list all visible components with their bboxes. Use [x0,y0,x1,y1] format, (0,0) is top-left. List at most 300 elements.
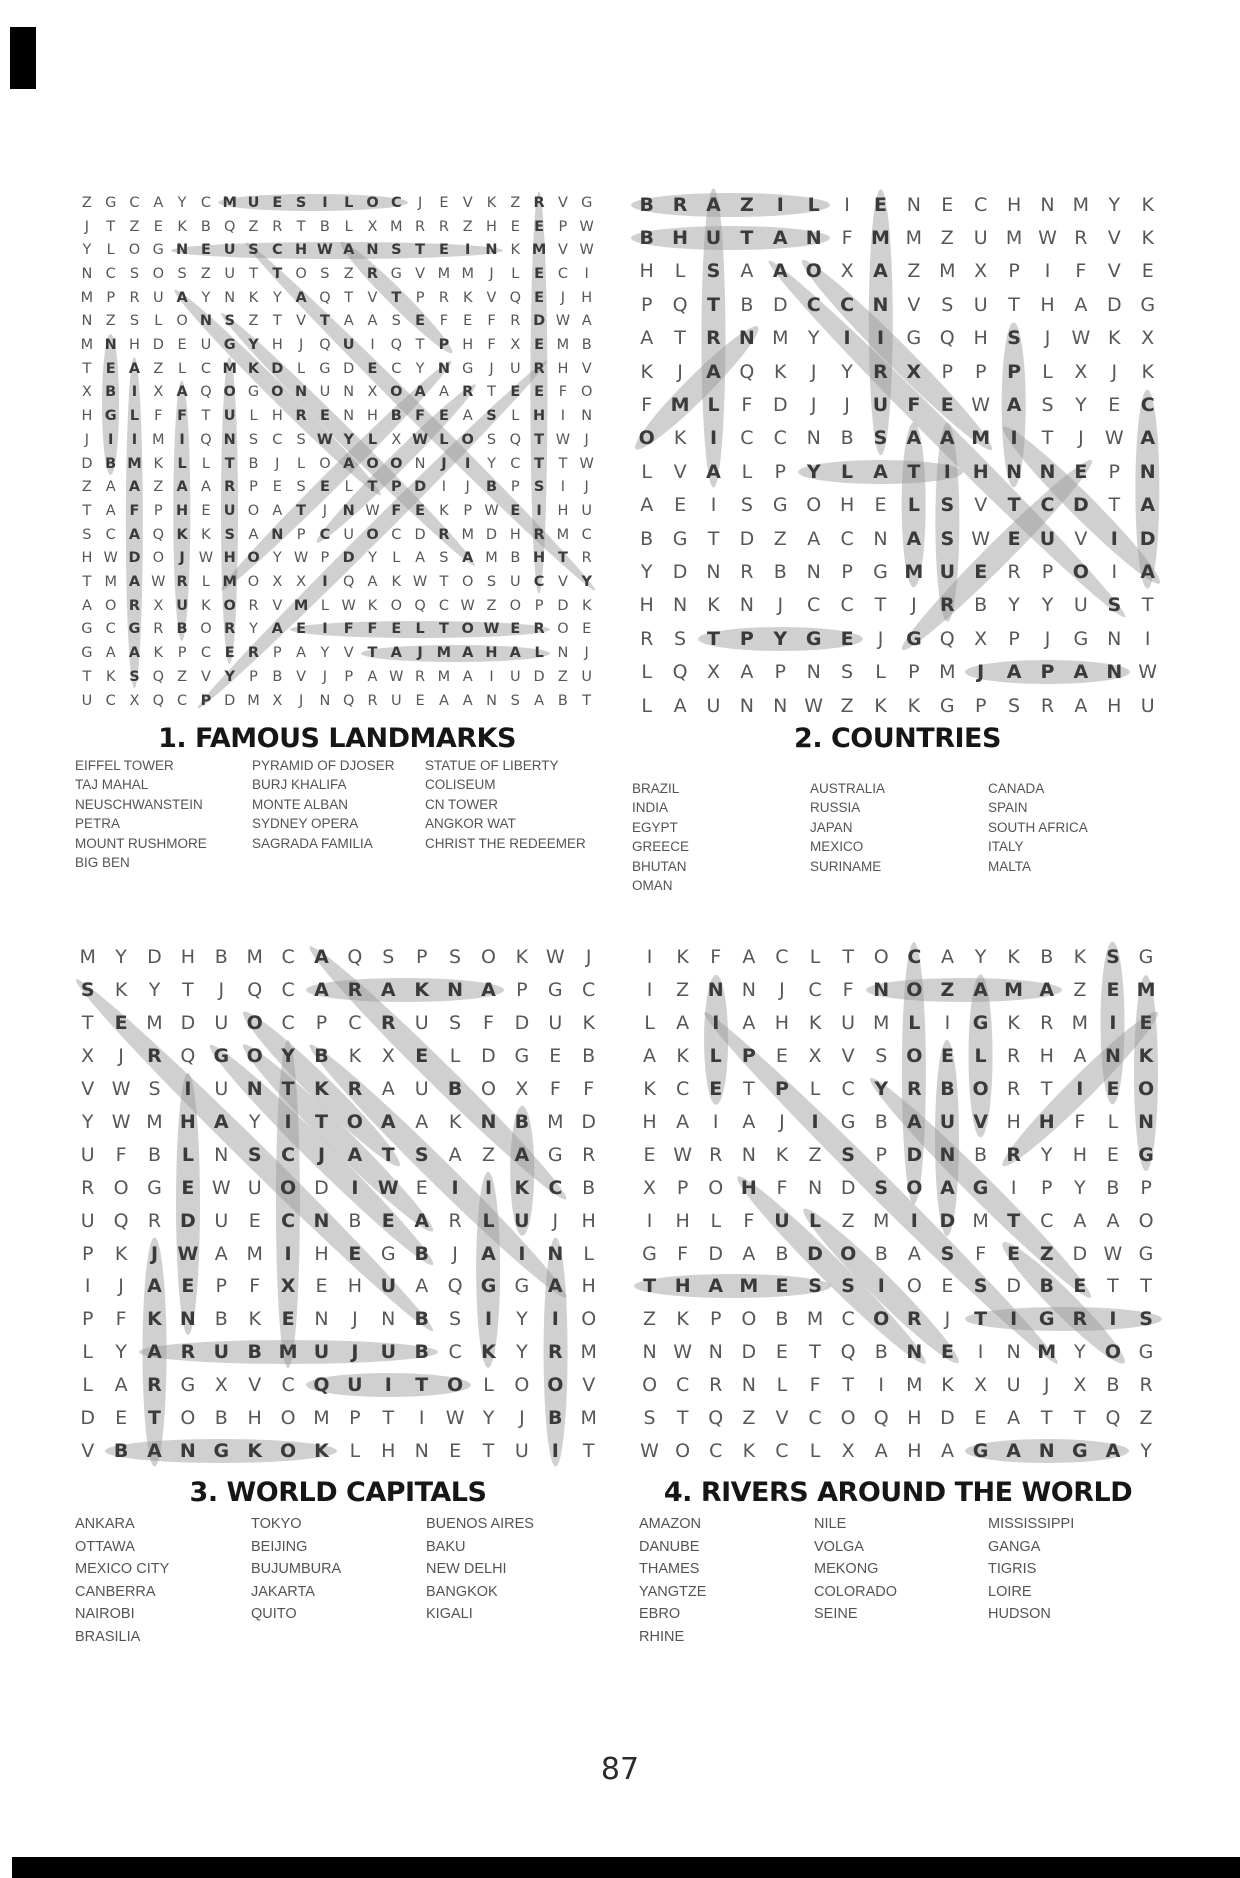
grid-letter: P [741,1045,756,1068]
grid-letter: R [582,1143,596,1166]
grid-letter: X [974,260,988,283]
grid-letter: U [347,1374,363,1397]
word-list-item: SPAIN [988,800,1028,816]
grid-letter: S [296,479,306,496]
grid-letter: F [741,394,753,417]
grid-letter: T [558,455,568,472]
grid-letter: K [153,645,164,662]
grid-letter: E [201,502,211,519]
grid-letter: G [390,265,402,282]
grid-letter: R [1007,1078,1021,1101]
grid-letter: A [643,1045,657,1068]
grid-letter: S [973,1275,988,1298]
word-list-item: AMAZON [639,1516,702,1532]
grid-letter: R [248,597,259,614]
grid-letter: D [1072,1242,1088,1265]
grid-letter: U [706,694,721,717]
grid-letter: U [705,227,722,250]
grid-letter: N [414,1439,429,1462]
grid-letter: S [248,242,259,259]
grid-letter: O [104,597,117,614]
grid-letter: E [974,561,988,584]
grid-letter: P [841,561,853,584]
grid-letter: J [352,1308,358,1331]
grid-letter: S [486,431,497,448]
grid-letter: M [580,1341,597,1364]
grid-letter: A [462,550,474,567]
grid-letter: F [115,1308,127,1331]
grid-letter: M [904,561,924,584]
grid-letter: A [740,661,754,684]
grid-letter: G [514,1045,530,1068]
grid-letter: I [977,1341,984,1364]
grid-letter: M [390,218,403,235]
grid-letter: A [514,1143,530,1166]
grid-letter: I [710,494,717,517]
grid-letter: R [224,621,236,638]
grid-letter: H [81,408,93,425]
grid-letter: G [906,327,922,350]
bottom-bar [12,1857,1240,1878]
grid-letter: I [878,1374,885,1397]
grid-letter: O [708,1176,724,1199]
grid-letter: M [104,574,117,591]
word-list-item: ANKARA [75,1516,135,1532]
word-list-item: BRAZIL [632,781,680,796]
grid-letter: O [461,431,474,448]
grid-letter: U [224,265,235,282]
grid-letter: O [295,265,307,282]
grid-letter: F [809,1374,821,1397]
grid-letter: J [417,645,423,662]
grid-letter: D [271,360,284,377]
grid-letter: S [940,527,955,550]
grid-letter: Q [223,218,236,235]
grid-letter: C [841,1078,855,1101]
grid-letter: S [148,1078,161,1101]
grid-letter: X [906,360,922,383]
grid-letter: N [314,1308,329,1331]
grid-letter: L [907,494,920,517]
grid-letter: I [370,337,375,354]
grid-letter: P [200,692,212,709]
grid-letter: B [639,227,654,250]
grid-letter: P [1040,661,1055,684]
grid-letter: C [200,360,211,377]
grid-letter: O [972,1078,989,1101]
grid-letter: O [873,1308,890,1331]
grid-letter: C [907,946,922,969]
grid-letter: E [115,1407,128,1430]
grid-letter: A [1073,1045,1087,1068]
grid-letter: K [201,597,211,614]
grid-letter: E [1007,527,1021,550]
grid-letter: P [215,1275,228,1298]
grid-letter: Z [739,193,754,216]
grid-letter: B [874,1242,888,1265]
grid-letter: E [534,265,545,282]
grid-letter: C [105,692,116,709]
grid-letter: L [534,645,544,662]
grid-letter: D [147,946,162,969]
grid-letter: R [533,526,545,543]
grid-letter: D [414,479,427,496]
grid-letter: B [319,218,330,235]
grid-letter: A [581,313,592,330]
grid-letter: L [841,460,854,483]
grid-letter: A [873,260,888,283]
grid-letter: O [806,494,822,517]
grid-letter: A [708,1275,724,1298]
grid-letter: Y [806,460,821,483]
grid-letter: P [1008,260,1020,283]
grid-letter: H [672,227,689,250]
grid-letter: Z [840,694,854,717]
grid-letter: C [281,1209,296,1232]
grid-letter: S [873,427,888,450]
grid-letter: Y [1075,394,1087,417]
grid-letter: E [272,479,282,496]
grid-letter: T [106,218,116,235]
grid-letter: A [1006,394,1022,417]
grid-letter: S [82,526,92,543]
grid-letter: E [1073,1275,1087,1298]
grid-letter: A [1073,1209,1087,1232]
grid-letter: G [1038,1308,1055,1331]
grid-letter: J [977,661,985,684]
word-list-item: COLISEUM [425,777,496,793]
grid-letter: E [438,408,449,425]
grid-letter: G [81,621,93,638]
grid-letter: D [939,1209,956,1232]
grid-letter: R [533,621,545,638]
grid-letter: G [547,1143,563,1166]
grid-letter: T [842,946,854,969]
word-list-column [988,1513,1074,1626]
grid-letter: O [200,621,212,638]
grid-letter: Z [153,479,164,496]
grid-letter: F [487,313,496,330]
grid-letter: T [281,1078,295,1101]
word-list-item: TIGRIS [988,1561,1037,1577]
grid-letter: I [1010,1176,1017,1199]
grid-letter: Y [248,337,259,354]
grid-letter: O [346,1110,363,1133]
grid-letter: E [315,1275,328,1298]
grid-letter: B [582,1045,596,1068]
grid-letter: E [940,394,954,417]
grid-letter: A [128,526,141,543]
grid-letter: G [1072,1439,1088,1462]
grid-letter: A [105,645,116,662]
grid-letter: J [489,265,494,282]
grid-letter: N [179,1308,196,1331]
grid-letter: U [1140,694,1155,717]
grid-letter: J [810,394,817,417]
grid-letter: V [248,1374,262,1397]
grid-letter: V [673,460,687,483]
grid-letter: D [533,313,546,330]
grid-letter: I [441,479,447,496]
grid-letter: S [449,1308,462,1331]
grid-letter: S [295,194,307,211]
grid-letter: W [640,1439,659,1462]
word-list-item: THAMES [639,1561,700,1577]
grid-letter: C [391,360,402,377]
word-list-item: MEKONG [814,1561,879,1577]
grid-letter: C [390,194,402,211]
grid-letter: H [381,1439,396,1462]
grid-letter: N [246,1078,263,1101]
grid-letter: A [1006,661,1022,684]
grid-letter: A [906,527,922,550]
grid-letter: A [343,242,355,259]
grid-letter: H [581,1209,596,1232]
grid-letter: Y [1040,1143,1053,1166]
word-list-item: RUSSIA [810,800,861,816]
grid-letter: T [743,1078,755,1101]
grid-letter: U [200,337,212,354]
grid-letter: O [840,1242,857,1265]
grid-letter: O [638,427,655,450]
grid-letter: M [873,1012,890,1035]
grid-letter: A [640,327,654,350]
grid-letter: C [808,1407,822,1430]
grid-letter: S [296,431,306,448]
grid-letter: N [1006,460,1023,483]
grid-letter: C [510,455,521,472]
grid-letter: N [672,594,688,617]
grid-letter: L [249,408,258,425]
word-list-item: OMAN [632,878,673,894]
grid-letter: K [391,574,402,591]
grid-letter: A [314,946,329,969]
grid-letter: T [1007,494,1021,517]
grid-letter: U [973,293,988,316]
grid-letter: X [81,384,92,401]
grid-letter: I [646,1209,653,1232]
grid-letter: D [343,360,355,377]
grid-letter: R [438,289,449,306]
grid-letter: F [391,502,402,519]
grid-letter: X [153,597,164,614]
grid-letter: V [272,597,283,614]
grid-letter: Z [462,218,473,235]
grid-letter: T [224,455,235,472]
grid-letter: L [297,360,306,377]
grid-letter: D [708,1242,724,1265]
grid-letter: B [974,1143,988,1166]
grid-letter: E [709,1078,723,1101]
grid-letter: S [129,313,140,330]
grid-letter: P [941,360,954,383]
grid-letter: A [772,260,788,283]
grid-letter: J [322,502,328,519]
grid-letter: E [381,1209,395,1232]
grid-letter: K [448,1110,462,1133]
grid-letter: A [153,194,164,211]
grid-letter: E [582,621,592,638]
grid-letter: K [673,427,687,450]
grid-letter: B [581,337,592,354]
grid-letter: A [462,692,473,709]
corner-mark [10,27,36,89]
grid-letter: U [80,1209,95,1232]
grid-letter: M [222,574,237,591]
grid-letter: F [439,313,449,330]
grid-letter: M [247,692,260,709]
word-list-item: ANGKOR WAT [425,816,516,832]
grid-letter: R [147,1209,162,1232]
grid-letter: G [514,1275,530,1298]
grid-letter: M [1037,1341,1057,1364]
grid-letter: O [906,1275,922,1298]
grid-letter: O [152,265,164,282]
grid-letter: C [200,194,211,211]
grid-letter: X [643,1176,657,1199]
grid-letter: V [907,293,921,316]
grid-letter: L [644,1012,655,1035]
grid-letter: N [81,313,93,330]
grid-letter: O [390,597,402,614]
grid-letter: P [1007,360,1022,383]
grid-letter: P [249,668,258,685]
grid-letter: T [415,242,426,259]
grid-letter: G [213,1045,230,1068]
grid-letter: A [367,668,378,685]
grid-letter: S [414,1143,429,1166]
grid-letter: H [367,408,378,425]
grid-letter: A [176,479,188,496]
grid-letter: P [640,293,653,316]
grid-letter: Q [672,293,688,316]
grid-letter: M [531,242,547,259]
grid-letter: O [642,1374,658,1397]
grid-letter: N [179,1439,196,1462]
grid-letter: T [272,313,282,330]
grid-letter: B [548,1407,563,1430]
grid-letter: C [281,1143,296,1166]
grid-letter: J [317,1143,326,1166]
grid-letter: K [248,1308,261,1331]
grid-letter: E [941,193,954,216]
grid-letter: K [1141,193,1154,216]
grid-letter: H [675,1209,690,1232]
grid-letter: U [214,1078,229,1101]
grid-letter: C [709,1439,723,1462]
grid-letter: L [349,1439,361,1462]
grid-letter: I [484,1308,493,1331]
grid-letter: R [547,1341,563,1364]
grid-letter: R [581,550,592,567]
grid-letter: M [436,645,452,662]
grid-letter: H [907,1439,922,1462]
grid-letter: J [552,1209,559,1232]
grid-letter: V [462,194,473,211]
grid-letter: R [347,979,363,1002]
grid-letter: E [534,289,545,306]
grid-letter: O [805,260,822,283]
grid-letter: O [873,946,889,969]
grid-letter: D [485,526,498,543]
grid-letter: B [272,668,283,685]
grid-letter: X [296,574,307,591]
grid-letter: D [741,1341,757,1364]
grid-letter: T [438,621,449,638]
grid-letter: C [676,1374,690,1397]
grid-letter: B [214,946,228,969]
grid-letter: D [514,1012,530,1035]
grid-letter: O [247,502,260,519]
grid-letter: J [1111,360,1118,383]
word-list-item: HUDSON [988,1606,1051,1622]
grid-letter: P [81,1308,94,1331]
grid-letter: T [439,574,449,591]
grid-letter: E [775,1341,788,1364]
grid-letter: Z [177,668,188,685]
grid-letter: T [296,502,307,519]
grid-letter: N [806,561,821,584]
grid-letter: W [445,1407,465,1430]
grid-letter: R [224,479,236,496]
grid-letter: J [584,479,589,496]
grid-letter: E [510,384,521,401]
grid-letter: R [709,1143,723,1166]
grid-letter: N [343,408,355,425]
grid-letter: T [582,692,592,709]
grid-letter: R [510,313,521,330]
grid-letter: N [1039,460,1056,483]
grid-letter: V [973,1110,988,1133]
grid-letter: A [740,260,754,283]
word-list-column [632,779,689,895]
grid-letter: P [153,502,163,519]
word-list-item: NILE [814,1516,847,1532]
grid-letter: E [415,1176,428,1199]
grid-letter: W [389,668,404,685]
grid-letter: E [1139,1012,1153,1035]
grid-letter: T [82,502,92,519]
word-list-item: SURINAME [810,858,882,874]
grid-letter: Y [201,289,211,306]
grid-letter: D [128,550,141,567]
grid-letter: M [278,1341,298,1364]
grid-letter: O [514,1374,530,1397]
grid-letter: T [707,627,720,650]
grid-letter: I [1010,427,1018,450]
grid-letter: E [272,194,283,211]
grid-letter: W [971,394,991,417]
grid-letter: I [536,502,542,519]
grid-letter: E [181,1176,195,1199]
grid-letter: L [344,479,353,496]
grid-letter: P [534,597,544,614]
grid-letter: L [974,1045,987,1068]
grid-letter: H [907,1407,922,1430]
grid-letter: M [906,1374,923,1397]
grid-letter: P [974,694,987,717]
grid-letter: C [319,526,331,543]
grid-letter: G [1138,946,1154,969]
grid-letter: A [128,645,141,662]
grid-letter: D [672,561,688,584]
grid-letter: F [1075,260,1087,283]
grid-letter: N [906,193,921,216]
grid-letter: V [1107,227,1121,250]
grid-letter: C [775,1439,789,1462]
grid-letter: B [414,1242,429,1265]
grid-letter: J [298,337,304,354]
